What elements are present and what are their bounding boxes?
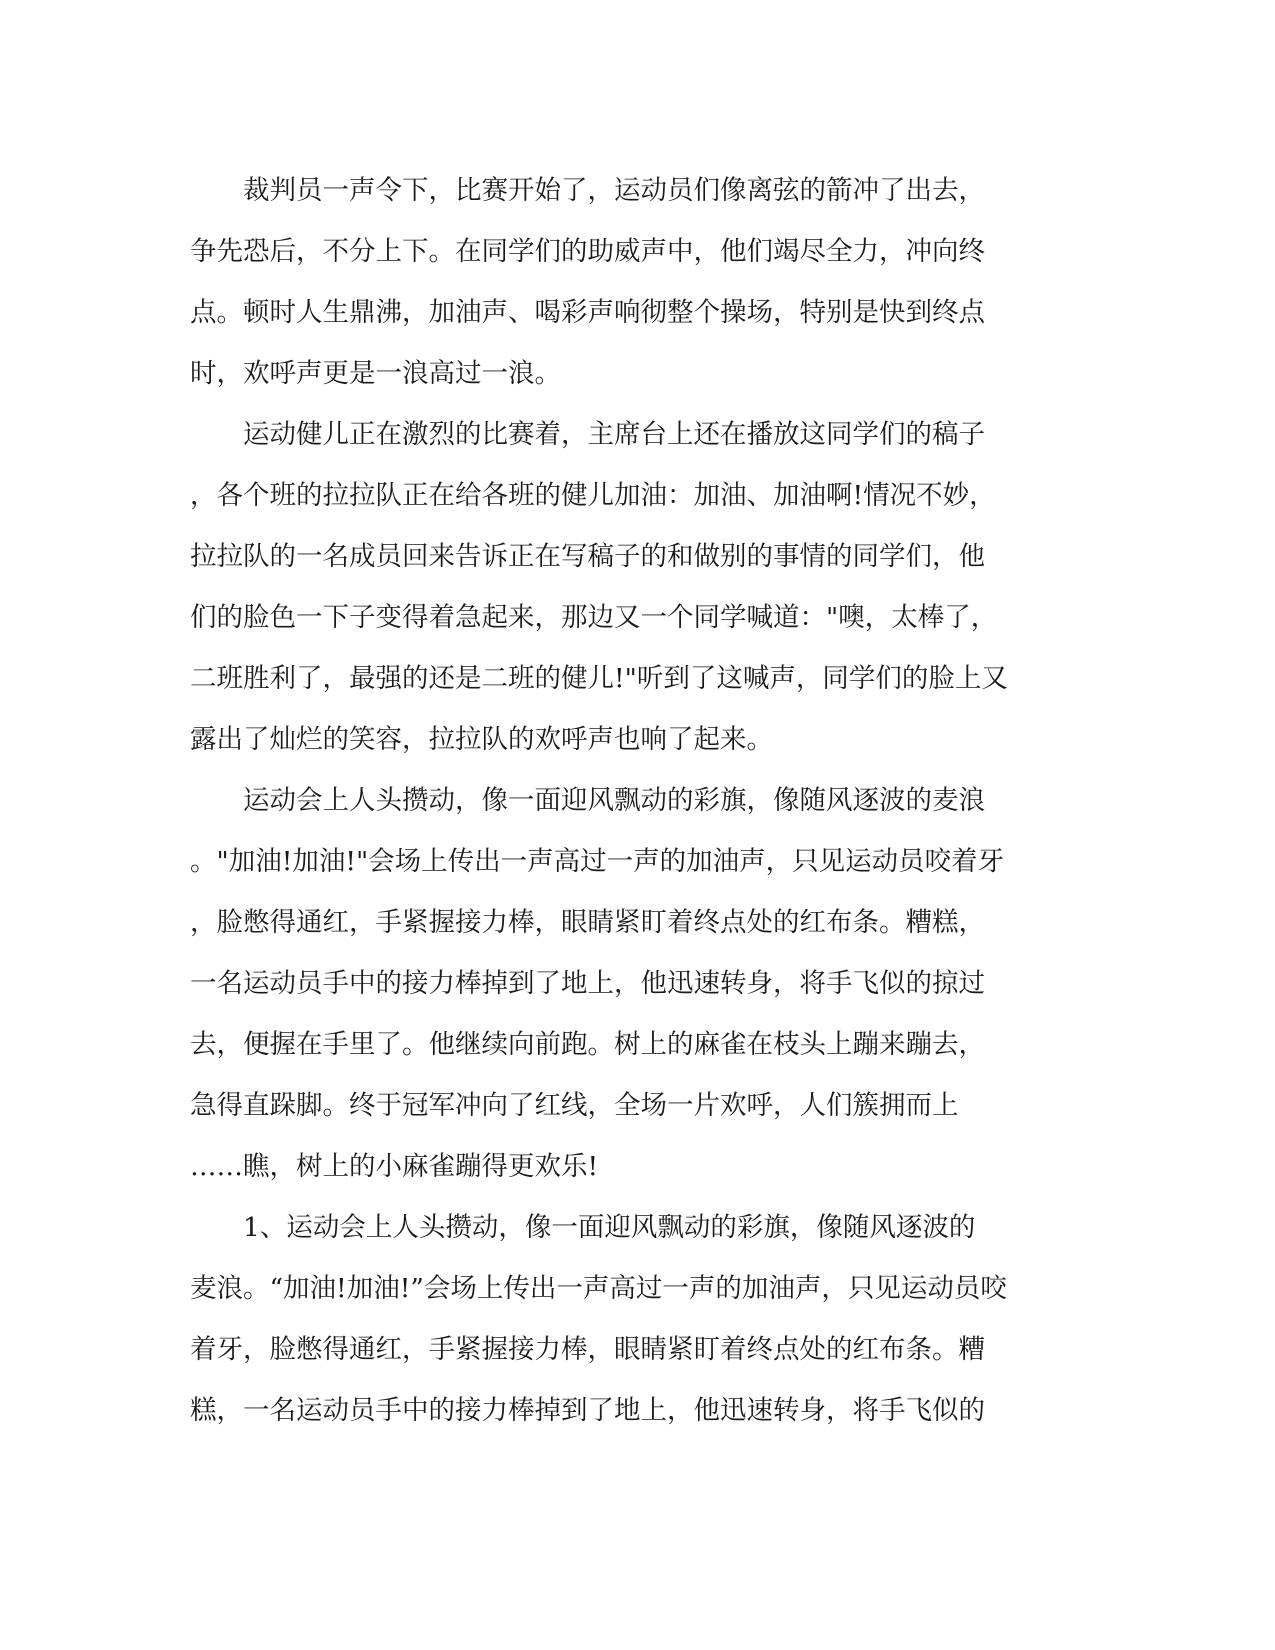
text-line: 们的脸色一下子变得着急起来，那边又一个同学喊道："噢，太棒了， — [190, 602, 998, 633]
text-line: 麦浪。“加油!加油!”会场上传出一声高过一声的加油声，只见运动员咬 — [190, 1273, 1007, 1304]
text-line: 争先恐后，不分上下。在同学们的助威声中，他们竭尽全力，冲向终 — [190, 236, 985, 267]
text-line: 一名运动员手中的接力棒掉到了地上，他迅速转身，将手飞似的掠过 — [190, 968, 985, 999]
text-line: 时，欢呼声更是一浪高过一浪。 — [190, 358, 561, 389]
paragraph-3 — [190, 770, 1080, 1197]
document-body — [190, 160, 1080, 1441]
text-line: 。"加油!加油!"会场上传出一声高过一声的加油声，只见运动员咬着牙 — [190, 846, 1005, 877]
paragraph-2 — [190, 404, 1080, 770]
text-line: 点。顿时人生鼎沸，加油声、喝彩声响彻整个操场，特别是快到终点 — [190, 297, 985, 328]
text-line: ，各个班的拉拉队正在给各班的健儿加油：加油、加油啊!情况不妙， — [190, 480, 996, 511]
text-line: 裁判员一声令下，比赛开始了，运动员们像离弦的箭冲了出去， — [190, 175, 985, 206]
paragraph-4 — [190, 1197, 1080, 1441]
paragraph-1 — [190, 160, 1080, 404]
text-line: 露出了灿烂的笑容，拉拉队的欢呼声也响了起来。 — [190, 724, 773, 755]
text-line: ，脸憋得通红，手紧握接力棒，眼睛紧盯着终点处的红布条。糟糕， — [190, 907, 985, 938]
text-line: 糕，一名运动员手中的接力棒掉到了地上，他迅速转身，将手飞似的 — [190, 1395, 985, 1426]
text-line: 拉拉队的一名成员回来告诉正在写稿子的和做别的事情的同学们，他 — [190, 541, 985, 572]
text-line: 二班胜利了，最强的还是二班的健儿!"听到了这喊声，同学们的脸上又 — [190, 663, 1008, 694]
text-line: 运动健儿正在激烈的比赛着，主席台上还在播放这同学们的稿子 — [190, 419, 985, 450]
text-line: 着牙，脸憋得通红，手紧握接力棒，眼睛紧盯着终点处的红布条。糟 — [190, 1334, 985, 1365]
text-line: 急得直跺脚。终于冠军冲向了红线，全场一片欢呼，人们簇拥而上 — [190, 1090, 959, 1121]
text-line: 去，便握在手里了。他继续向前跑。树上的麻雀在枝头上蹦来蹦去， — [190, 1029, 985, 1060]
text-line: ……瞧，树上的小麻雀蹦得更欢乐! — [190, 1151, 599, 1182]
text-line: 1、运动会上人头攒动，像一面迎风飘动的彩旗，像随风逐波的 — [190, 1212, 976, 1243]
text-line: 运动会上人头攒动，像一面迎风飘动的彩旗，像随风逐波的麦浪 — [190, 785, 985, 816]
